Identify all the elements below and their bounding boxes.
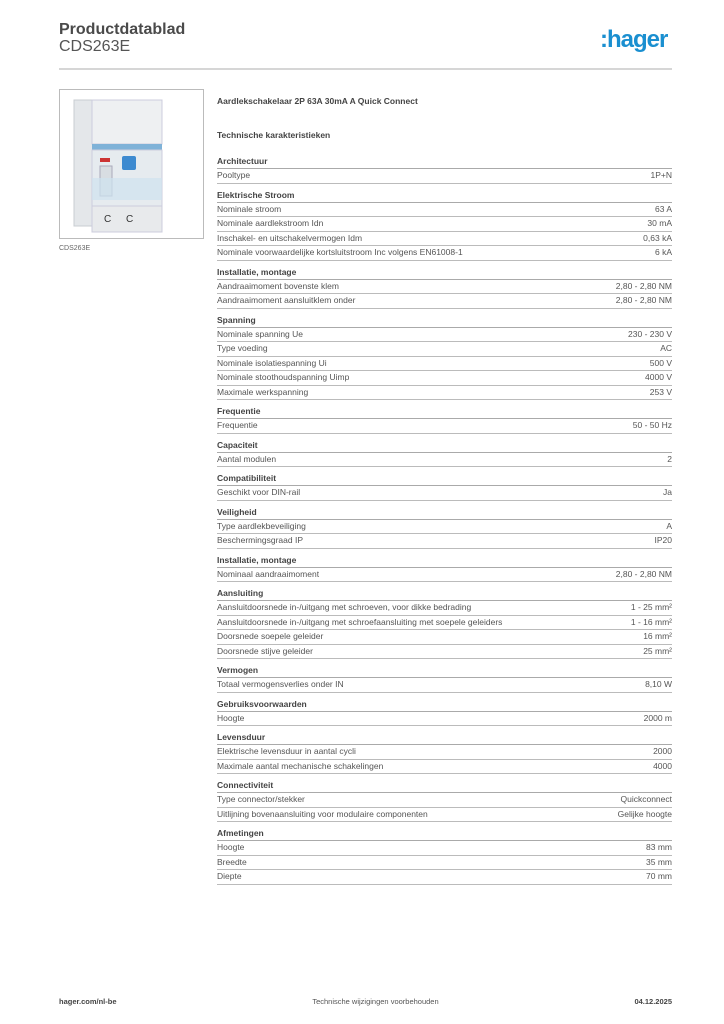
spec-section — [217, 587, 672, 659]
spec-value: 1P+N — [650, 170, 672, 180]
section-heading: Compatibiliteit — [217, 472, 672, 486]
spec-row — [217, 808, 672, 823]
spec-row — [217, 630, 672, 645]
spec-value: 2,80 - 2,80 NM — [615, 568, 672, 579]
spec-label: Aansluitdoorsnede in-/uitgang met schroefaansluiting met soepele geleiders — [217, 616, 503, 627]
spec-section — [217, 439, 672, 468]
spec-value: 63 A — [654, 203, 672, 214]
spec-label: Type voeding — [217, 343, 268, 353]
spec-row — [217, 294, 672, 309]
spec-label: Type connector/stekker — [217, 794, 305, 804]
spec-row — [217, 712, 672, 727]
spec-value: 6 kA — [654, 247, 672, 257]
spec-sections — [217, 155, 672, 885]
spec-label: Frequentie — [217, 420, 258, 430]
spec-label: Aandraaimoment bovenste klem — [217, 280, 339, 291]
spec-row — [217, 328, 672, 343]
spec-label: Nominale stroom — [217, 203, 282, 214]
page-title: Productdatablad — [59, 21, 186, 38]
spec-label: Maximale werkspanning — [217, 386, 309, 397]
svg-text:C: C — [126, 214, 134, 225]
spec-row — [217, 371, 672, 386]
spec-value: 4000 V — [645, 372, 672, 382]
spec-row — [217, 856, 672, 871]
spec-value: 500 V — [649, 357, 672, 368]
spec-section — [217, 314, 672, 401]
spec-section — [217, 506, 672, 549]
spec-label: Nominale voorwaardelijke kortsluitstroom Inc volgens EN61008-1 — [217, 247, 463, 257]
spec-row — [217, 616, 672, 631]
spec-row — [217, 246, 672, 261]
spec-label: Aandraaimoment aansluitklem onder — [217, 295, 356, 305]
section-heading: Connectiviteit — [217, 779, 672, 793]
spec-section — [217, 554, 672, 583]
spec-label: Doorsnede stijve geleider — [217, 645, 313, 656]
spec-row — [217, 645, 672, 660]
spec-label: Hoogte — [217, 712, 245, 723]
spec-row — [217, 841, 672, 856]
spec-row — [217, 217, 672, 232]
spec-section — [217, 189, 672, 261]
section-heading: Levensduur — [217, 731, 672, 745]
spec-value: Ja — [663, 487, 672, 497]
spec-row — [217, 342, 672, 357]
spec-row — [217, 386, 672, 401]
header-divider — [59, 68, 672, 70]
spec-row — [217, 568, 672, 583]
product-code: CDS263E — [59, 38, 131, 55]
spec-value: 2000 — [653, 746, 672, 756]
section-heading: Elektrische Stroom — [217, 189, 672, 203]
spec-value: 2 — [667, 453, 672, 464]
section-heading: Capaciteit — [217, 439, 672, 453]
spec-label: Nominale isolatiespanning Ui — [217, 357, 327, 368]
spec-row — [217, 793, 672, 808]
footer-date: 04.12.2025 — [634, 997, 672, 1006]
hager-logo: :hager — [600, 26, 668, 53]
spec-value: 30 mA — [647, 218, 672, 228]
spec-label: Type aardlekbeveiliging — [217, 520, 306, 531]
spec-label: Nominaal aandraaimoment — [217, 568, 320, 579]
spec-row — [217, 419, 672, 434]
spec-value: 16 mm² — [643, 631, 672, 641]
spec-label: Diepte — [217, 871, 242, 881]
section-heading: Veiligheid — [217, 506, 672, 520]
spec-row — [217, 486, 672, 501]
spec-value: Gelijke hoogte — [617, 808, 672, 819]
spec-row — [217, 357, 672, 372]
spec-section — [217, 266, 672, 309]
footer — [59, 997, 672, 1006]
spec-value: AC — [660, 343, 672, 353]
spec-label: Uitlijning bovenaansluiting voor modulaire componenten — [217, 808, 428, 819]
spec-content — [217, 96, 672, 885]
spec-section — [217, 779, 672, 822]
spec-label: Breedte — [217, 856, 247, 867]
footer-website: hager.com/nl-be — [59, 997, 117, 1006]
spec-value: 35 mm — [646, 856, 672, 867]
svg-text:C: C — [104, 214, 112, 225]
spec-label: Geschikt voor DIN-rail — [217, 487, 301, 497]
section-heading: Gebruiksvoorwaarden — [217, 698, 672, 712]
image-caption: CDS263E — [59, 245, 91, 252]
spec-row — [217, 520, 672, 535]
spec-row — [217, 453, 672, 468]
spec-value: IP20 — [654, 535, 672, 545]
circuit-breaker-illustration — [60, 90, 203, 238]
section-heading: Installatie, montage — [217, 266, 672, 280]
spec-row — [217, 745, 672, 760]
section-heading: Frequentie — [217, 405, 672, 419]
spec-label: Elektrische levensduur in aantal cycli — [217, 746, 356, 756]
section-heading: Spanning — [217, 314, 672, 328]
spec-value: 253 V — [649, 386, 672, 397]
tech-heading: Technische karakteristieken — [217, 130, 331, 140]
spec-value: 2,80 - 2,80 NM — [615, 280, 672, 291]
spec-value: Quickconnect — [620, 794, 672, 804]
spec-label: Beschermingsgraad IP — [217, 535, 303, 545]
spec-row — [217, 280, 672, 295]
spec-label: Aansluitdoorsnede in-/uitgang met schroeven, voor dikke bedrading — [217, 602, 472, 612]
spec-value: A — [666, 520, 672, 531]
spec-value: 25 mm² — [643, 645, 672, 656]
spec-value: 230 - 230 V — [628, 328, 672, 339]
product-name: Aardlekschakelaar 2P 63A 30mA A Quick Connect — [217, 96, 418, 106]
footer-disclaimer: Technische wijzigingen voorbehouden — [312, 997, 439, 1006]
spec-row — [217, 232, 672, 247]
spec-section — [217, 827, 672, 885]
spec-label: Pooltype — [217, 170, 251, 180]
spec-row — [217, 169, 672, 184]
spec-value: 83 mm — [646, 842, 672, 852]
section-heading: Aansluiting — [217, 587, 672, 601]
spec-row — [217, 760, 672, 775]
section-heading: Vermogen — [217, 664, 672, 678]
spec-section — [217, 155, 672, 184]
section-heading: Architectuur — [217, 155, 672, 169]
spec-value: 1 - 25 mm² — [630, 602, 672, 612]
spec-value: 2000 m — [643, 712, 672, 723]
spec-label: Doorsnede soepele geleider — [217, 631, 324, 641]
spec-value: 1 - 16 mm² — [630, 616, 672, 627]
spec-label: Hoogte — [217, 842, 245, 852]
spec-label: Maximale aantal mechanische schakelingen — [217, 760, 384, 771]
spec-row — [217, 601, 672, 616]
spec-value: 0,63 kA — [643, 232, 672, 243]
spec-row — [217, 203, 672, 218]
spec-label: Nominale stoothoudspanning Uimp — [217, 372, 350, 382]
spec-row — [217, 870, 672, 885]
spec-section — [217, 698, 672, 727]
spec-value: 2,80 - 2,80 NM — [615, 295, 672, 305]
spec-section — [217, 472, 672, 501]
spec-row — [217, 678, 672, 693]
spec-row — [217, 534, 672, 549]
spec-value: 70 mm — [646, 871, 672, 881]
spec-section — [217, 731, 672, 774]
spec-label: Inschakel- en uitschakelvermogen Idm — [217, 232, 363, 243]
spec-label: Nominale aardlekstroom Idn — [217, 218, 324, 228]
spec-label: Aantal modulen — [217, 453, 277, 464]
spec-section — [217, 664, 672, 693]
section-heading: Afmetingen — [217, 827, 672, 841]
product-image — [59, 89, 204, 239]
spec-value: 4000 — [653, 760, 672, 771]
section-heading: Installatie, montage — [217, 554, 672, 568]
spec-label: Nominale spanning Ue — [217, 328, 303, 339]
spec-value: 50 - 50 Hz — [632, 420, 672, 430]
spec-label: Totaal vermogensverlies onder IN — [217, 679, 344, 689]
spec-value: 8,10 W — [645, 679, 672, 689]
spec-section — [217, 405, 672, 434]
